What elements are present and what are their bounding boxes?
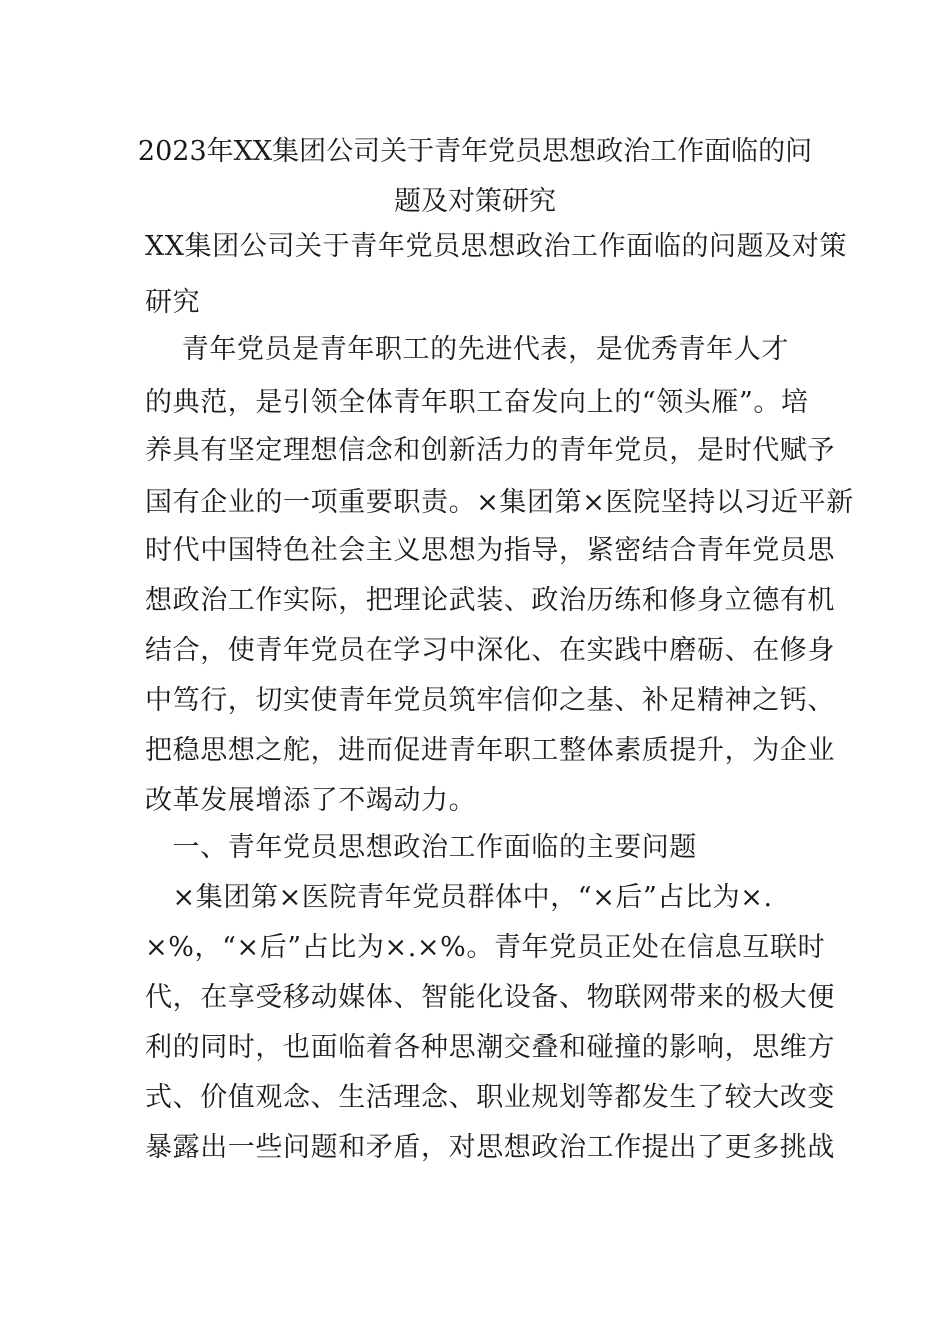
body-text-line: 改革发展增添了不竭动力。 [145,785,477,816]
section-heading: 一、青年党员思想政治工作面临的主要问题 [145,832,697,863]
body-text-line: 时代中国特色社会主义思想为指导，紧密结合青年党员思 [145,535,835,566]
body-text-line: 暴露出一些问题和矛盾，对思想政治工作提出了更多挑战 [145,1132,835,1163]
body-text-line: 想政治工作实际，把理论武装、政治历练和修身立德有机 [145,585,835,616]
body-text-line: 国有企业的一项重要职责。×集团第×医院坚持以习近平新 [145,487,854,518]
body-text-line: ×集团第×医院青年党员群体中，“×后”占比为×. [145,882,773,913]
document-title-line-1: 2023年XX集团公司关于青年党员思想政治工作面临的问 [137,136,813,167]
body-text-line: 式、价值观念、生活理念、职业规划等都发生了较大改变 [145,1082,835,1113]
body-text-line: 中笃行，切实使青年党员筑牢信仰之基、补足精神之钙、 [145,685,835,716]
body-text-line: ×%，“×后”占比为×.×%。青年党员正处在信息互联时 [145,932,826,963]
document-title-line-2: 题及对策研究 [394,186,556,217]
body-text-line: 青年党员是青年职工的先进代表，是优秀青年人才 [145,334,789,365]
subtitle-line: 研究 [145,287,201,318]
body-text-line: 结合，使青年党员在学习中深化、在实践中磨砺、在修身 [145,635,835,666]
subtitle-line: XX集团公司关于青年党员思想政治工作面临的问题及对策 [145,231,848,262]
body-text-line: 的典范，是引领全体青年职工奋发向上的“领头雁”。培 [145,387,809,418]
body-text-line: 把稳思想之舵，进而促进青年职工整体素质提升，为企业 [145,735,835,766]
body-text-line: 养具有坚定理想信念和创新活力的青年党员，是时代赋予 [145,435,835,466]
body-text-line: 代，在享受移动媒体、智能化设备、物联网带来的极大便 [145,982,835,1013]
body-text-line: 利的同时，也面临着各种思潮交叠和碰撞的影响，思维方 [145,1032,835,1063]
